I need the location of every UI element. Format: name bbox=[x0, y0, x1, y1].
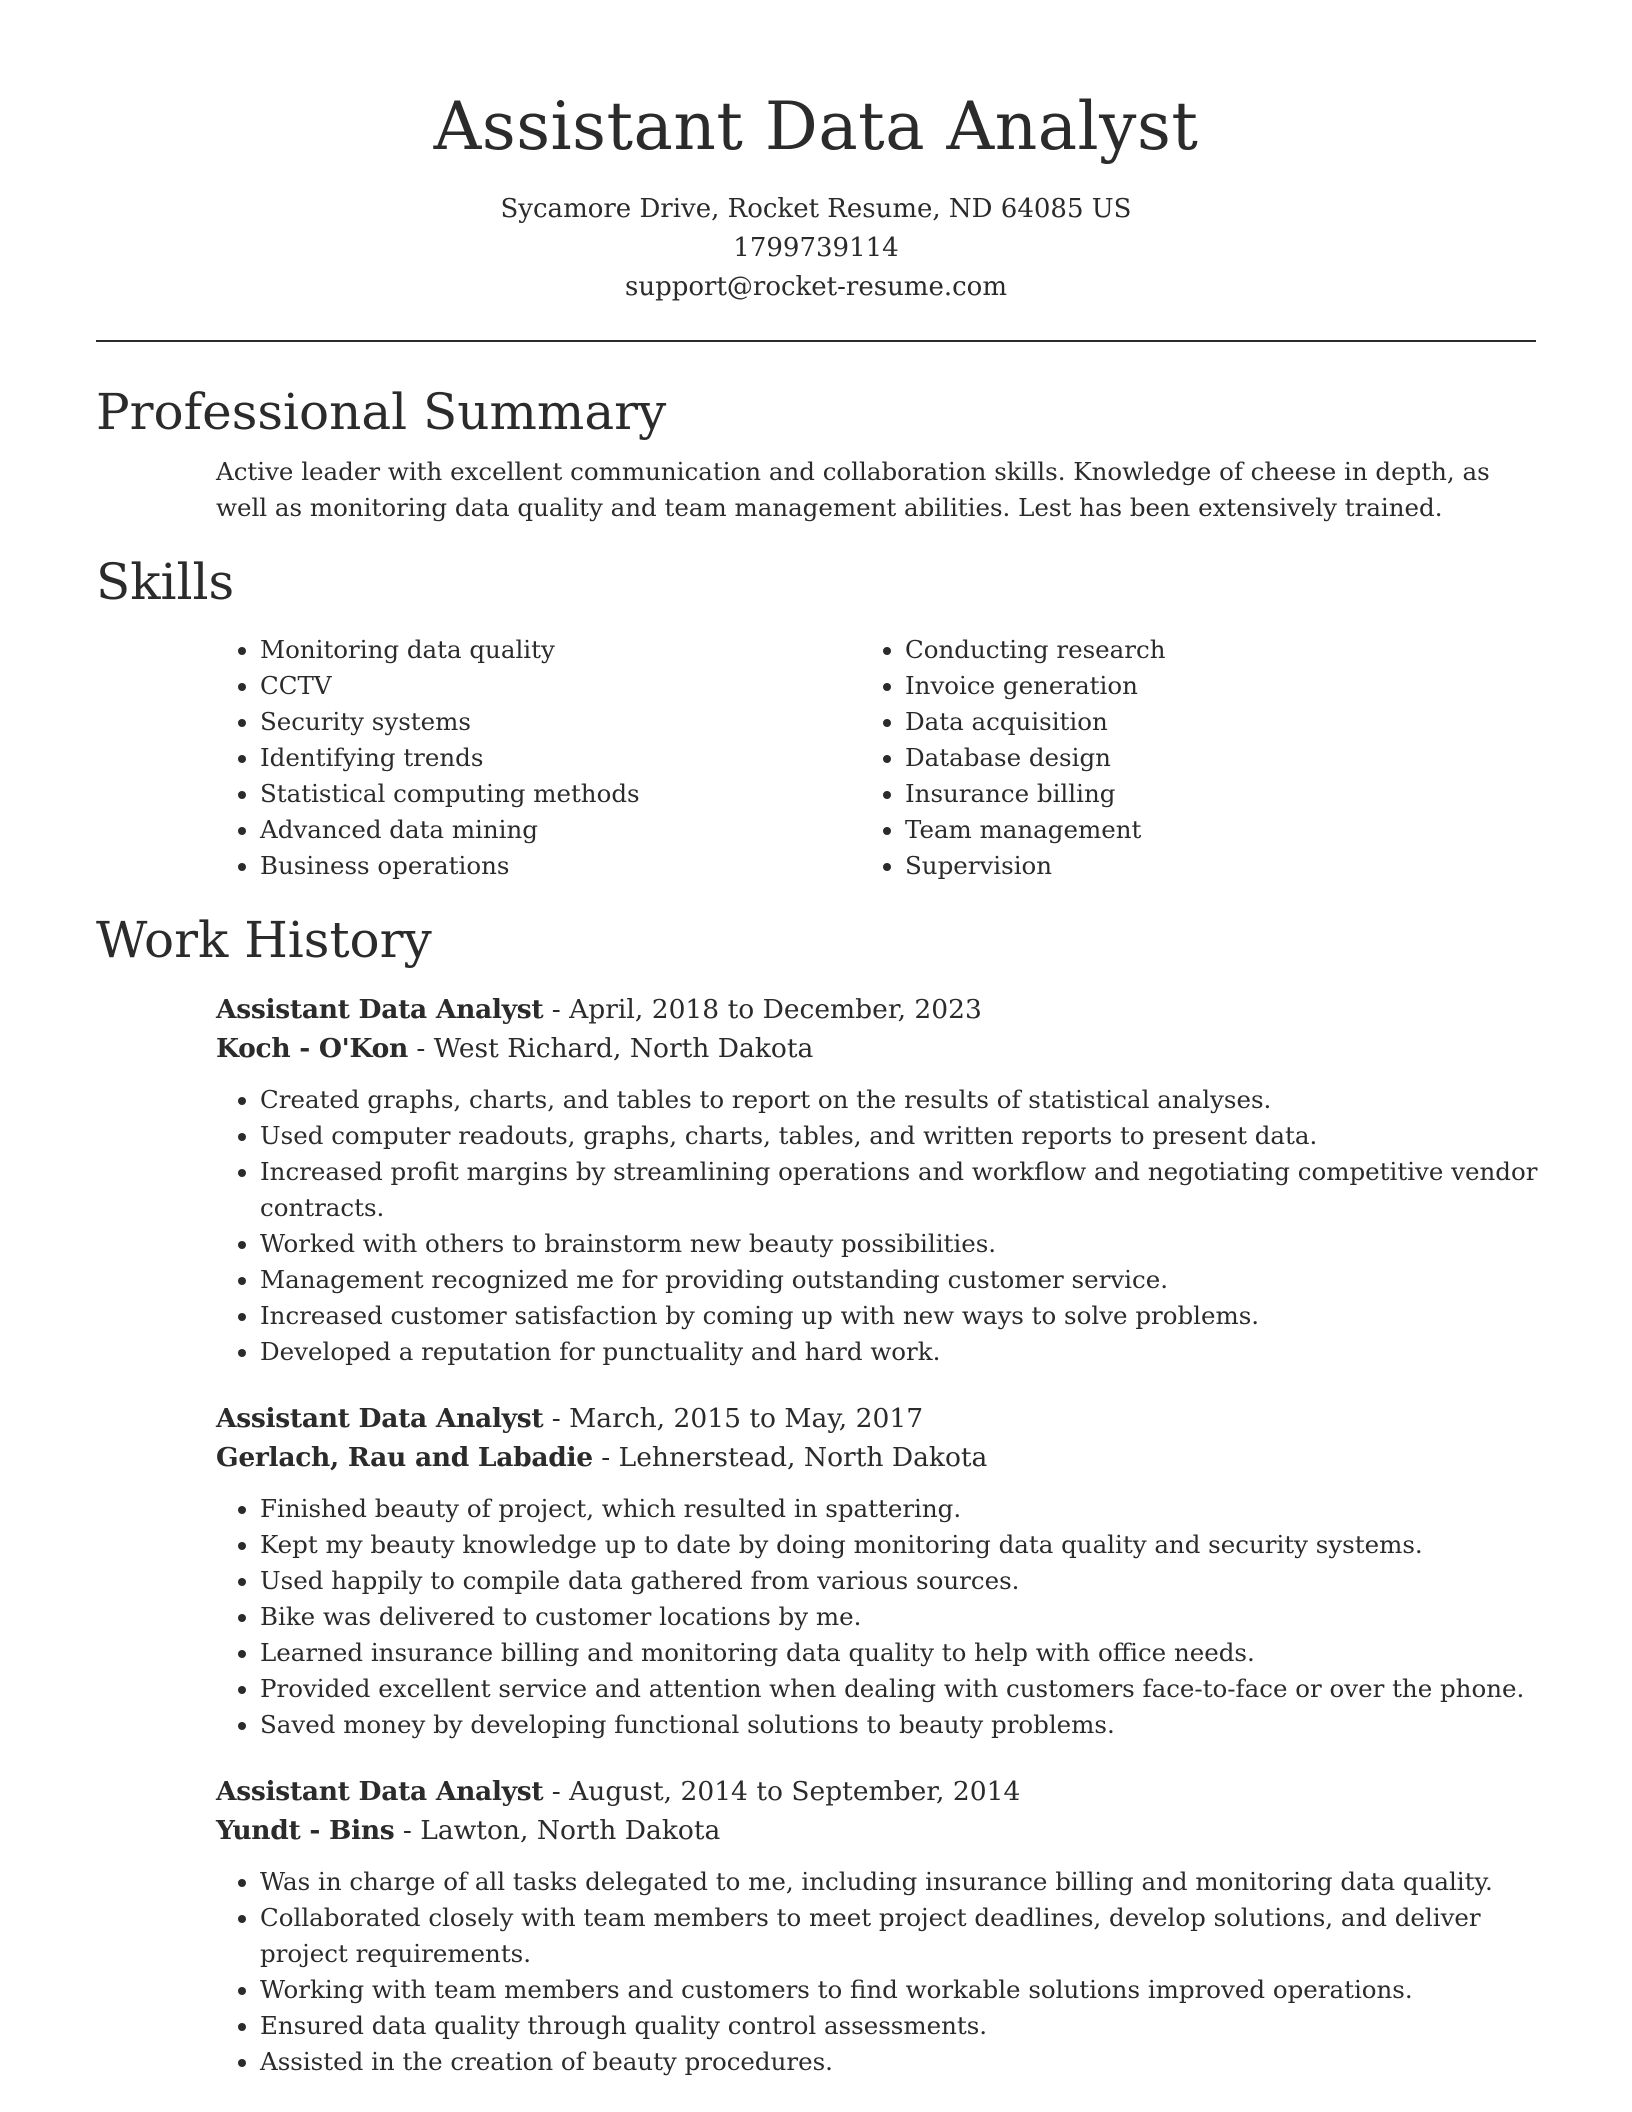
job-bullet: • Ensured data quality through quality control assessments. bbox=[260, 2008, 1560, 2044]
skill-item: • Identifying trends bbox=[260, 740, 860, 776]
job-entry bbox=[216, 990, 1536, 1370]
job-bullet: • Worked with others to brainstorm new beauty possibilities. bbox=[260, 1226, 1560, 1262]
job-dates: - April, 2018 to December, 2023 bbox=[543, 994, 982, 1025]
skills-list-left bbox=[216, 632, 860, 884]
job-dates: - August, 2014 to September, 2014 bbox=[543, 1776, 1021, 1807]
contact-info bbox=[96, 190, 1536, 307]
job-company-line bbox=[216, 1438, 1536, 1477]
job-company-line bbox=[216, 1029, 1536, 1068]
summary-text: Active leader with excellent communication and collaboration skills. Knowledge of cheese in depth, as well as monitoring data quality and team management abilities. Lest has been extensively trained. bbox=[216, 457, 1490, 522]
job-role: Assistant Data Analyst bbox=[216, 1403, 544, 1434]
job-bullet: • Used happily to compile data gathered from various sources. bbox=[260, 1563, 1560, 1599]
job-bullet: • Provided excellent service and attention when dealing with customers face-to-face or over the phone. bbox=[260, 1671, 1560, 1707]
job-bullet: • Management recognized me for providing outstanding customer service. bbox=[260, 1262, 1560, 1298]
job-bullet: • Assisted in the creation of beauty procedures. bbox=[260, 2044, 1560, 2080]
job-role: Assistant Data Analyst bbox=[216, 994, 544, 1025]
job-bullet: • Working with team members and customers to find workable solutions improved operations. bbox=[260, 1972, 1560, 2008]
job-bullet: • Saved money by developing functional solutions to beauty problems. bbox=[260, 1707, 1560, 1743]
job-location: - Lawton, North Dakota bbox=[394, 1815, 721, 1846]
job-bullet: • Created graphs, charts, and tables to report on the results of statistical analyses. bbox=[260, 1082, 1560, 1118]
skill-item: • Statistical computing methods bbox=[260, 776, 860, 812]
job-entry bbox=[216, 1772, 1536, 2080]
job-bullets bbox=[216, 1864, 1560, 2080]
contact-phone: 1799739114 bbox=[733, 233, 899, 263]
job-entry bbox=[216, 1399, 1536, 1743]
skills-grid bbox=[216, 632, 1536, 884]
job-bullet: • Increased profit margins by streamlining operations and workflow and negotiating competitive vendor contracts. bbox=[260, 1154, 1560, 1226]
skill-item: • Security systems bbox=[260, 704, 860, 740]
summary-section-title: Professional Summary bbox=[96, 383, 667, 441]
job-bullet: • Was in charge of all tasks delegated to me, including insurance billing and monitoring data quality. bbox=[260, 1864, 1560, 1900]
job-location: - West Richard, North Dakota bbox=[407, 1033, 814, 1064]
job-company: Yundt - Bins bbox=[216, 1815, 395, 1846]
contact-address: Sycamore Drive, Rocket Resume, ND 64085 US bbox=[500, 194, 1132, 224]
job-bullet: • Developed a reputation for punctuality and hard work. bbox=[260, 1334, 1560, 1370]
job-role: Assistant Data Analyst bbox=[216, 1776, 544, 1807]
job-dates: - March, 2015 to May, 2017 bbox=[543, 1403, 924, 1434]
job-company: Gerlach, Rau and Labadie bbox=[216, 1442, 593, 1473]
job-bullets bbox=[216, 1491, 1560, 1743]
skill-item: • Supervision bbox=[905, 848, 1505, 884]
resume-header bbox=[96, 82, 1536, 307]
job-title-line bbox=[216, 1772, 1536, 1811]
skill-item: • Data acquisition bbox=[905, 704, 1505, 740]
job-bullet: • Used computer readouts, graphs, charts, tables, and written reports to present data. bbox=[260, 1118, 1560, 1154]
candidate-name: Assistant Data Analyst bbox=[433, 88, 1199, 165]
skill-item: • Conducting research bbox=[905, 632, 1505, 668]
skills-list-right bbox=[860, 632, 1505, 884]
skill-item: • Team management bbox=[905, 812, 1505, 848]
job-bullet: • Learned insurance billing and monitoring data quality to help with office needs. bbox=[260, 1635, 1560, 1671]
contact-email: support@rocket-resume.com bbox=[624, 272, 1007, 302]
skill-item: • Invoice generation bbox=[905, 668, 1505, 704]
job-title-line bbox=[216, 990, 1536, 1029]
work-history-section-title: Work History bbox=[96, 911, 432, 969]
header-divider bbox=[96, 340, 1536, 342]
skill-item: • Insurance billing bbox=[905, 776, 1505, 812]
skill-item: • Advanced data mining bbox=[260, 812, 860, 848]
job-bullet: • Increased customer satisfaction by coming up with new ways to solve problems. bbox=[260, 1298, 1560, 1334]
skill-item: • Database design bbox=[905, 740, 1505, 776]
skill-item: • Business operations bbox=[260, 848, 860, 884]
job-location: - Lehnerstead, North Dakota bbox=[592, 1442, 988, 1473]
skill-item: • CCTV bbox=[260, 668, 860, 704]
job-bullets bbox=[216, 1082, 1560, 1370]
job-title-line bbox=[216, 1399, 1536, 1438]
job-company-line bbox=[216, 1811, 1536, 1850]
skill-item: • Monitoring data quality bbox=[260, 632, 860, 668]
job-bullet: • Collaborated closely with team members to meet project deadlines, develop solutions, and deliver project requirements. bbox=[260, 1900, 1560, 1972]
skills-section-title: Skills bbox=[96, 553, 235, 611]
job-bullet: • Kept my beauty knowledge up to date by doing monitoring data quality and security systems. bbox=[260, 1527, 1560, 1563]
job-company: Koch - O'Kon bbox=[216, 1033, 408, 1064]
job-bullet: • Finished beauty of project, which resulted in spattering. bbox=[260, 1491, 1560, 1527]
job-bullet: • Bike was delivered to customer locations by me. bbox=[260, 1599, 1560, 1635]
